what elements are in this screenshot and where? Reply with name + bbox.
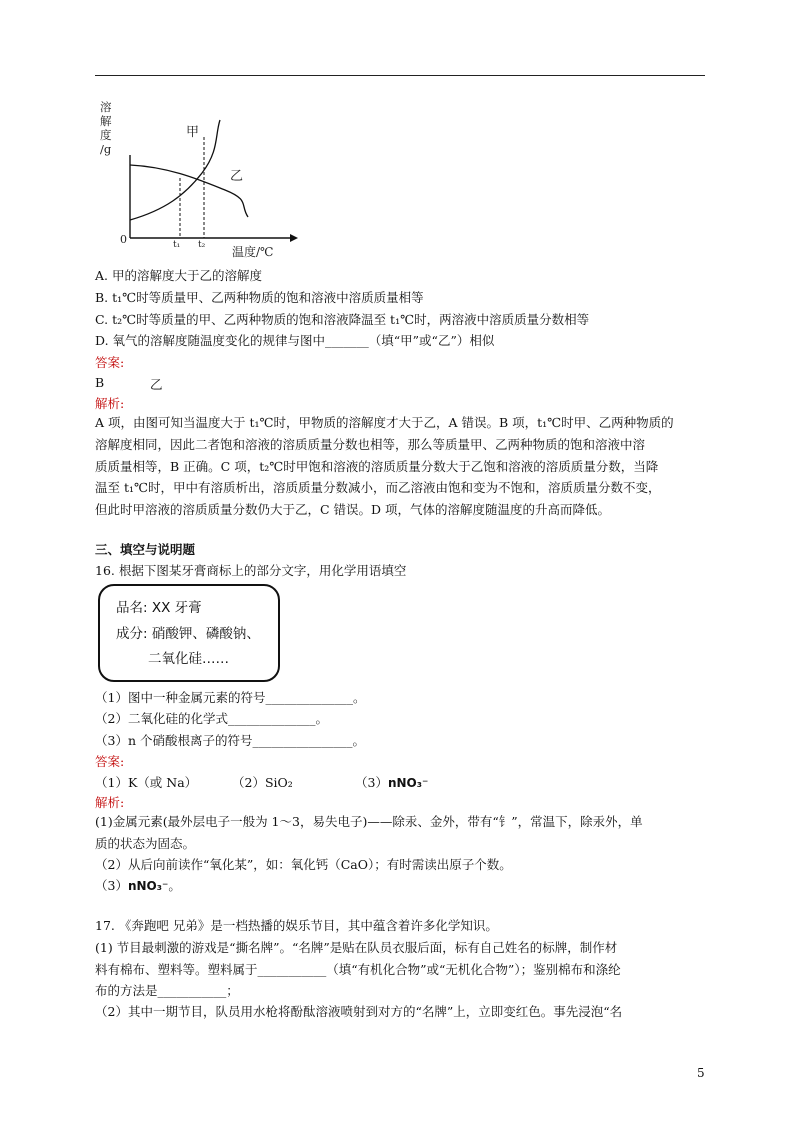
analysis-label: 解析: [95, 396, 125, 411]
answer-2: （2）SiO₂ [232, 775, 293, 790]
section-heading: 三、填空与说明题 [95, 542, 196, 557]
nitrate-formula: nNO₃⁻ [387, 776, 429, 790]
q17-line: 布的方法是___________； [95, 983, 239, 998]
solubility-figure [100, 95, 305, 265]
t1-label: t₁ [173, 240, 181, 250]
option-b: B. t₁℃时等质量甲、乙两种物质的饱和溶液中溶质质量相等 [95, 290, 424, 305]
analysis-line: 质质量相等，B 正确。C 项，t₂℃时甲饱和溶液的溶质质量分数大于乙饱和溶液的溶质质量分数，当降 [95, 459, 659, 474]
answer-1: （1）K（或 Na） [95, 775, 198, 790]
answer-1: B [95, 375, 105, 390]
box-product-name: 品名: XX 牙膏 [116, 600, 202, 616]
q16-item-1: （1）图中一种金属元素的符号______________。 [95, 690, 366, 705]
y-label-char: /g [100, 142, 112, 156]
t2-label: t₂ [198, 240, 206, 250]
x-axis-label: 温度/℃ [232, 245, 274, 259]
analysis-line: 质的状态为固态。 [95, 836, 196, 851]
option-a: A. 甲的溶解度大于乙的溶解度 [95, 268, 262, 283]
page-number: 5 [697, 1066, 705, 1080]
solubility-chart [110, 95, 305, 265]
box-ingredients: 成分: 硝酸钾、磷酸钠、 [116, 626, 260, 642]
answer-3-prefix: （3） [355, 775, 388, 790]
q17-line: 料有棉布、塑料等。塑料属于___________（填“有机化合物”或“无机化合物”）；鉴别棉布和涤纶 [95, 962, 621, 977]
answer-2: 乙 [150, 377, 163, 392]
q17-stem: 17. 《奔跑吧 兄弟》是一档热播的娱乐节目，其中蕴含着许多化学知识。 [95, 918, 498, 933]
analysis-line: （2）从后向前读作“氧化某”，如：氧化钙（CaO）；有时需读出原子个数。 [95, 857, 512, 872]
analysis-line: 温至 t₁℃时，甲中有溶质析出，溶质质量分数减小，而乙溶液由饱和变为不饱和，溶质质量分数不变， [95, 480, 661, 495]
y-label-char: 溶 [100, 100, 112, 114]
analysis-line [95, 878, 705, 894]
answer-3 [355, 773, 428, 791]
x-axis-arrow [290, 234, 298, 242]
answer-label: 答案: [95, 754, 125, 769]
q16-item-2: （2）二氧化硅的化学式______________。 [95, 711, 328, 726]
analysis-label: 解析: [95, 795, 125, 810]
box-ingredients-cont: 二氧化硅…… [148, 651, 229, 667]
answer-label: 答案: [95, 355, 125, 370]
analysis-line: (1)金属元素(最外层电子一般为 1～3，易失电子)——除汞、金外，带有“钅”，常温下，除汞外，单 [95, 814, 643, 829]
option-d: D. 氧气的溶解度随温度变化的规律与图中_______（填“甲”或“乙”）相似 [95, 333, 495, 348]
nitrate-formula: nNO₃⁻ [127, 879, 169, 893]
curve-jia [130, 120, 220, 220]
analysis-prefix: （3） [95, 878, 128, 893]
analysis-line: A 项，由图可知当温度大于 t₁℃时，甲物质的溶解度才大于乙，A 错误。B 项，t₁℃时甲、乙两种物质的 [95, 415, 674, 430]
q16-stem: 16. 根据下图某牙膏商标上的部分文字，用化学用语填空 [95, 563, 407, 578]
analysis-line: 但此时甲溶液的溶质质量分数仍大于乙，C 错误。D 项，气体的溶解度随温度的升高而降低。 [95, 502, 611, 517]
q17-line: (1) 节目最刺激的游戏是“撕名牌”。“名牌”是贴在队员衣服后面，标有自己姓名的标牌，制作材 [95, 940, 618, 955]
toothpaste-label-box [98, 584, 280, 682]
curve-jia-label: 甲 [186, 125, 200, 140]
y-label-char: 解 [100, 114, 112, 128]
analysis-suffix: 。 [168, 878, 181, 893]
q17-line: （2）其中一期节目，队员用水枪将酚酞溶液喷射到对方的“名牌”上，立即变红色。事先浸泡“名 [95, 1004, 623, 1019]
analysis-line: 溶解度相同，因此二者饱和溶液的溶质质量分数也相等，那么等质量甲、乙两种物质的饱和溶液中溶 [95, 437, 646, 452]
y-label-char: 度 [100, 128, 112, 142]
option-c: C. t₂℃时等质量的甲、乙两种物质的饱和溶液降温至 t₁℃时，两溶液中溶质质量分数相等 [95, 312, 590, 327]
q16-item-3: （3）n 个硝酸根离子的符号________________。 [95, 733, 365, 748]
header-rule [95, 75, 705, 76]
curve-yi-label: 乙 [230, 169, 244, 184]
y-axis-label [100, 100, 112, 156]
origin-label: 0 [120, 233, 127, 246]
